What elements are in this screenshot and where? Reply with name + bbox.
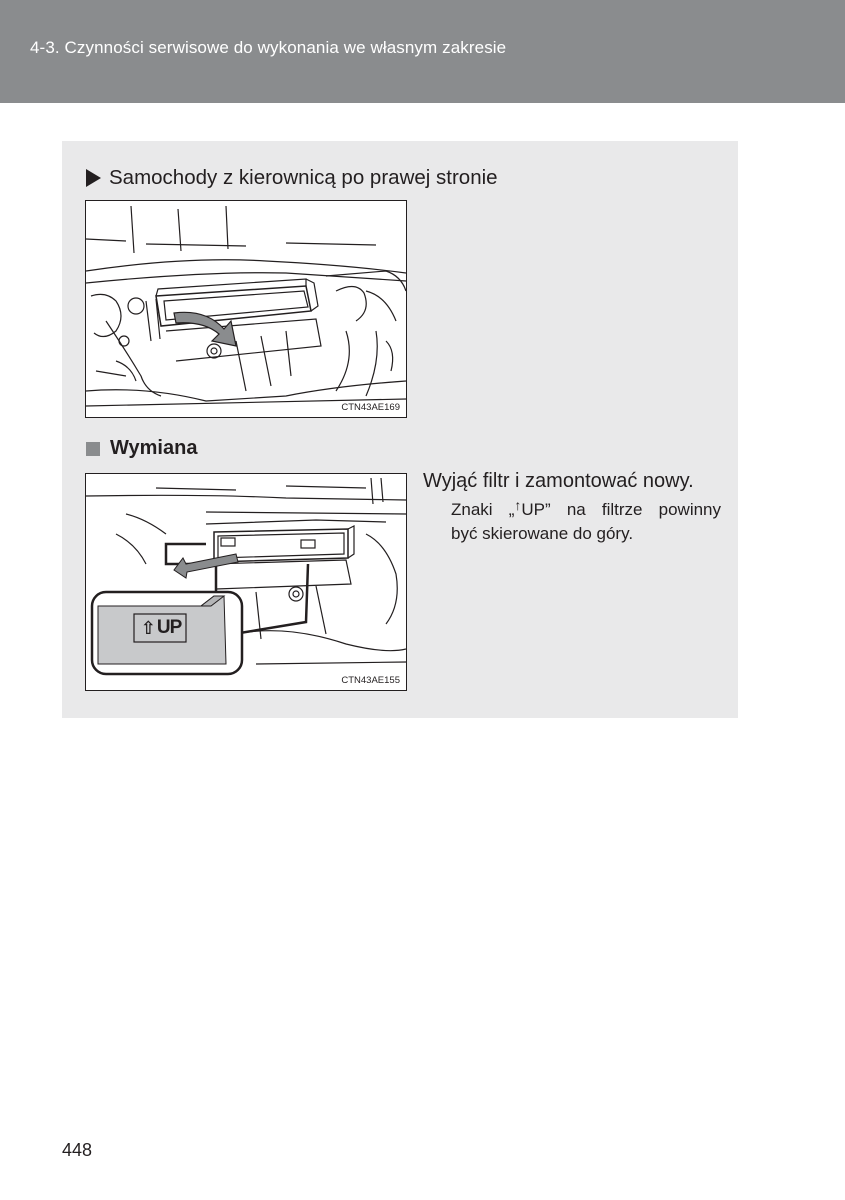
figure-code: CTN43AE155: [341, 675, 400, 686]
figure-code: CTN43AE169: [341, 402, 400, 413]
page-number: 448: [62, 1140, 93, 1160]
filter-replacement-illustration: [86, 474, 406, 690]
page-header: [0, 0, 845, 103]
up-arrow-icon: ⇧: [140, 617, 155, 638]
pull-arrow-icon: [174, 554, 238, 578]
note-line1-rest: UP” na filtrze powinny: [521, 500, 721, 519]
section-heading-text: Samochody z kierownicą po prawej stronie: [109, 166, 498, 189]
instruction-note: [451, 498, 721, 545]
filter-removal-illustration: [86, 201, 406, 417]
up-label: [136, 615, 186, 641]
instruction-text: Wyjąć filtr i zamontować nowy.: [423, 470, 694, 492]
play-triangle-icon: [86, 169, 101, 187]
up-label-text: UP: [156, 617, 182, 638]
header-title: 4-3. Czynności serwisowe do wykonania we własnym zakresie: [30, 38, 507, 57]
gray-square-icon: [86, 442, 100, 456]
note-prefix: Znaki „: [451, 500, 515, 519]
up-arrow-small-icon: ↑: [514, 497, 522, 513]
figure-filter-replacement: [85, 473, 407, 691]
figure-filter-removal: [85, 200, 407, 418]
subsection-heading: [86, 437, 197, 460]
subsection-heading-text: Wymiana: [110, 437, 198, 459]
note-line2: być skierowane do góry.: [451, 524, 634, 543]
section-heading: [86, 166, 498, 190]
